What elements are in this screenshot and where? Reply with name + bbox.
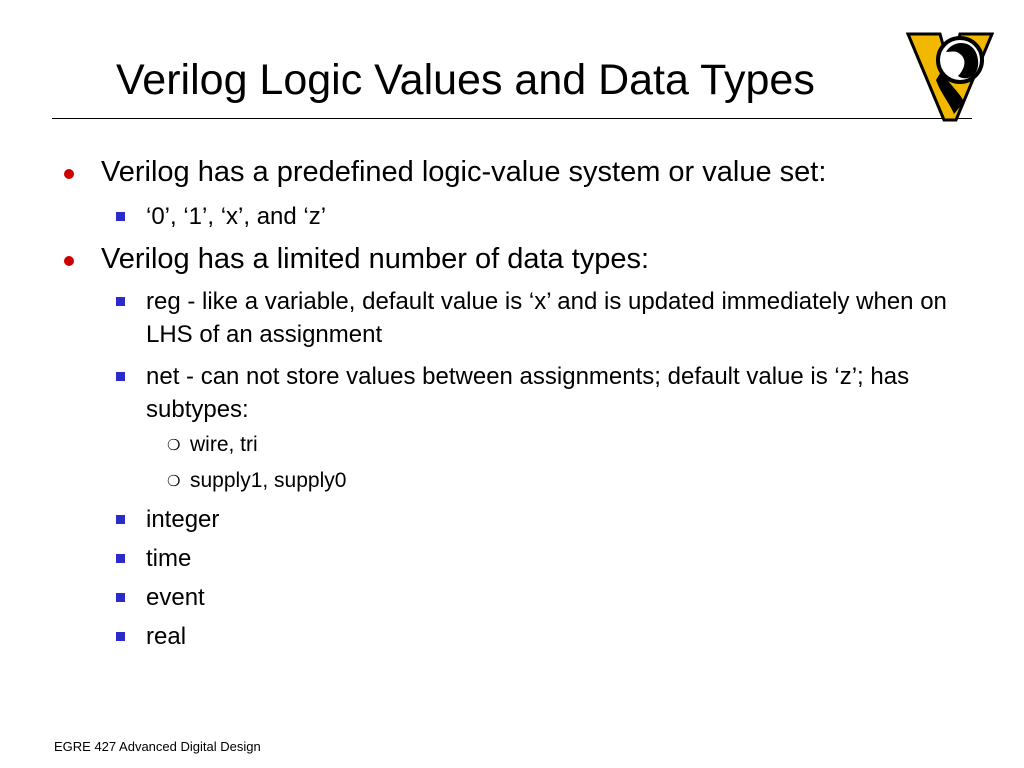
bullet-square-icon xyxy=(116,297,125,306)
slide-title: Verilog Logic Values and Data Types xyxy=(116,56,815,104)
bullet-dot-icon xyxy=(64,169,74,179)
bullet-dot-icon xyxy=(64,256,74,266)
sub-sub-bullet-item: supply1, supply0 xyxy=(190,469,347,492)
bullet-square-icon xyxy=(116,632,125,641)
sub-bullet-item: integer xyxy=(146,506,220,533)
bullet-ring-icon: ❍ xyxy=(167,473,181,490)
sub-bullet-item: net - can not store values between assignments; default value is ‘z’; has subtypes: xyxy=(146,363,910,423)
sub-bullet-item: real xyxy=(146,623,187,650)
bullet-square-icon xyxy=(116,515,125,524)
sub-bullet-item: ‘0’, ‘1’, ‘x’, and ‘z’ xyxy=(146,203,327,230)
sub-bullet-item: time xyxy=(146,545,192,572)
bullet-square-icon xyxy=(116,372,125,381)
sub-sub-bullet-item: wire, tri xyxy=(190,433,258,456)
slide-footer: EGRE 427 Advanced Digital Design xyxy=(54,739,261,754)
bullet-square-icon xyxy=(116,554,125,563)
bullet-item: Verilog has a predefined logic-value system or value set: xyxy=(101,156,827,188)
sub-bullet-item: event xyxy=(146,584,205,611)
bullet-square-icon xyxy=(116,212,125,221)
sub-bullet-item: reg - like a variable, default value is ‘x’ and is updated immediately when on LHS of an assignment xyxy=(146,288,947,348)
title-divider xyxy=(52,118,972,119)
bullet-square-icon xyxy=(116,593,125,602)
university-ram-logo-icon xyxy=(906,30,994,122)
bullet-ring-icon: ❍ xyxy=(167,437,181,454)
bullet-item: Verilog has a limited number of data types: xyxy=(101,243,650,275)
